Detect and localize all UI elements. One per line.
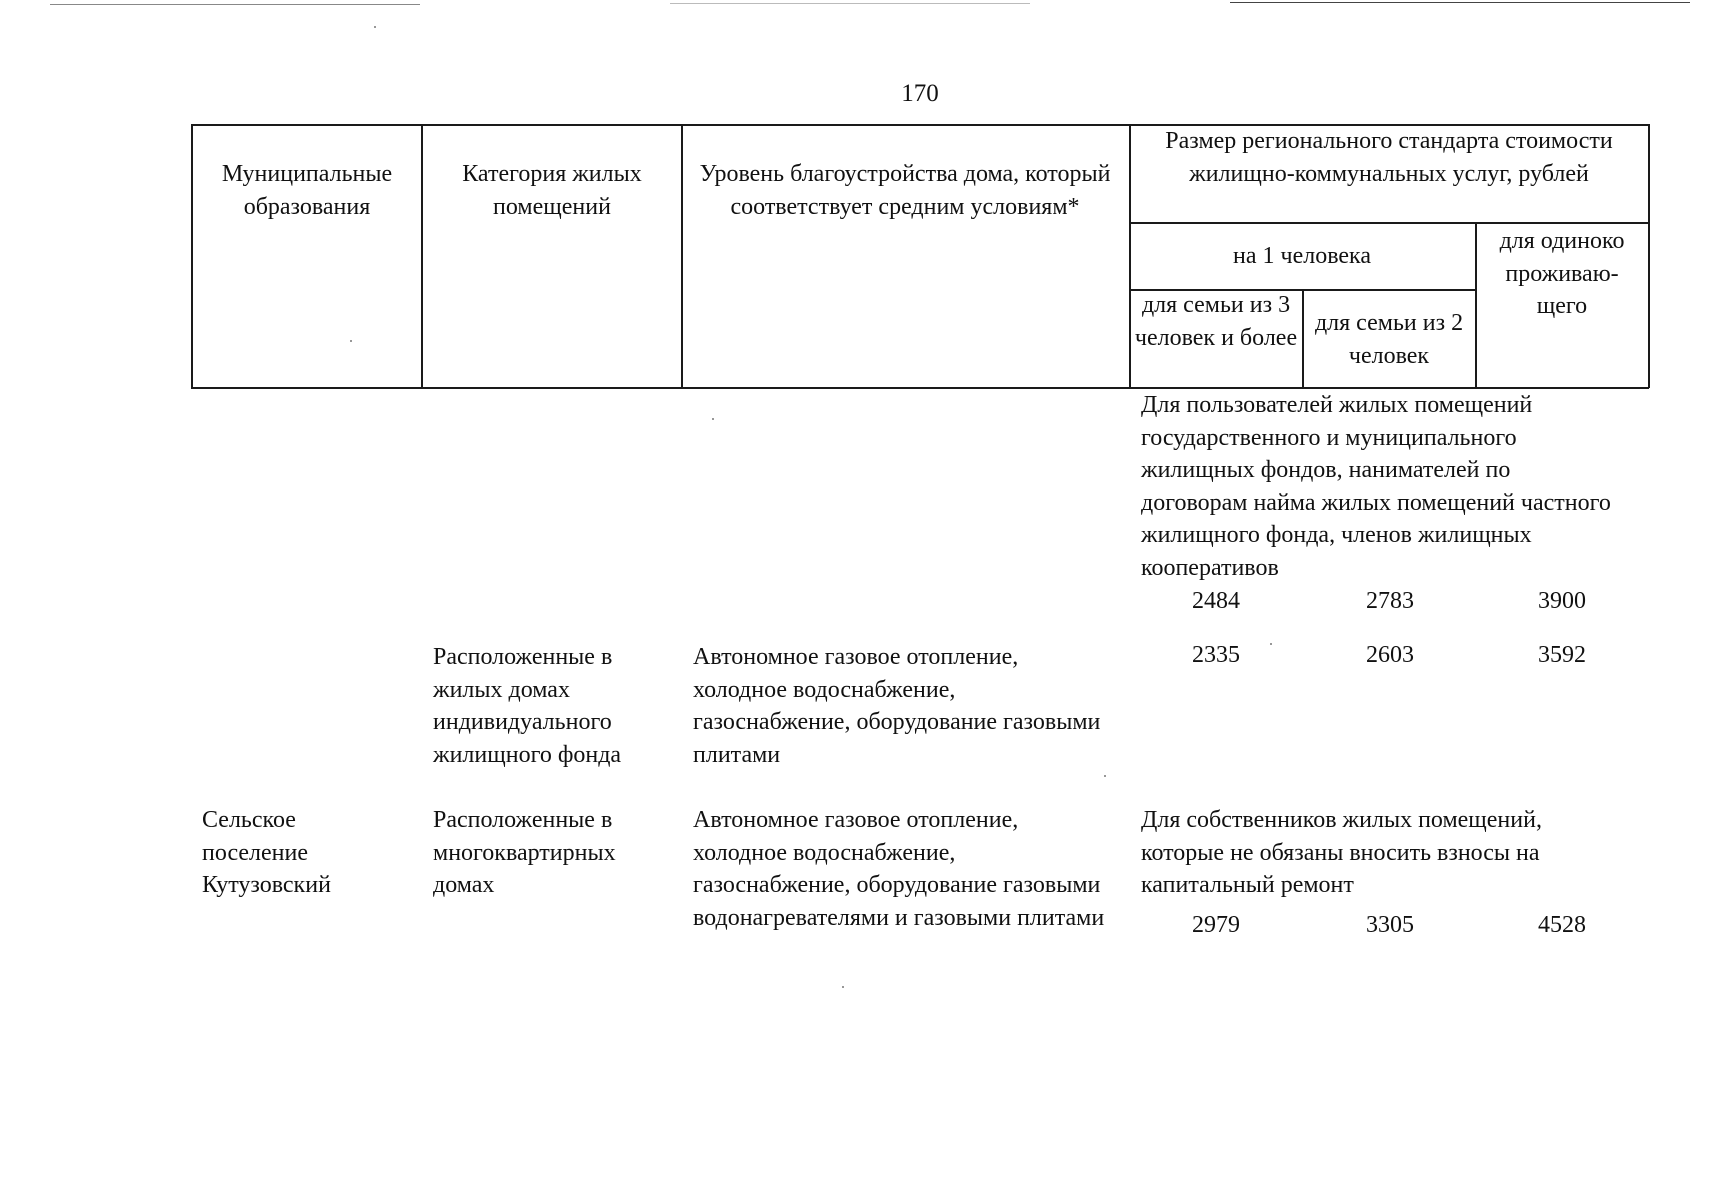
row-individual-value-single: 3592 (1538, 642, 1586, 668)
row-kutuzovsky-municipality: Сельское поселение Кутузовский (202, 807, 331, 898)
header-level: Уровень благоустройства дома, который соответствует средним условиям* (699, 161, 1111, 220)
block1-value-family3: 2484 (1192, 588, 1240, 614)
scan-speck (1104, 775, 1106, 777)
subheader-divider (1129, 222, 1649, 224)
block1-note: Для пользователей жилых помещений государственного и муниципального жилищных фондов, нанимателей по договорам найма жилых помещений частного жилищного фонда, членов жилищных кооперативов (1141, 392, 1611, 581)
scan-speck (1270, 643, 1272, 645)
row-individual-value-family2: 2603 (1366, 642, 1414, 668)
block1-value-single: 3900 (1538, 588, 1586, 614)
row-individual-value-family3: 2335 (1192, 642, 1240, 668)
header-per-person: на 1 человека (1233, 243, 1371, 269)
row-kutuzovsky-value-single: 4528 (1538, 912, 1586, 938)
scan-artifact-line (670, 3, 1030, 4)
column-divider (681, 124, 683, 388)
scan-artifact-line (50, 4, 420, 5)
row-kutuzovsky-level: Автономное газовое отопление, холодное водоснабжение, газоснабжение, оборудование газовыми водонагревателями и газовыми плитами (693, 807, 1105, 931)
header-municipality: Муниципальные образования (221, 161, 393, 220)
scan-artifact-line (1230, 2, 1690, 3)
header-family-3: для семьи из 3 человек и более (1134, 292, 1298, 351)
table-border-right (1648, 124, 1650, 388)
column-divider (421, 124, 423, 388)
header-single: для одиноко проживаю-щего (1499, 228, 1625, 319)
header-category: Категория жилых помещений (462, 161, 642, 220)
page-number: 170 (901, 80, 939, 107)
row-individual-level: Автономное газовое отопление, холодное водоснабжение, газоснабжение, оборудование газовыми плитами (693, 644, 1101, 768)
row-kutuzovsky-category: Расположенные в многоквартирных домах (433, 807, 616, 898)
column-divider (1475, 222, 1477, 388)
scan-speck (350, 340, 352, 342)
block1-value-family2: 2783 (1366, 588, 1414, 614)
row-kutuzovsky-note: Для собственников жилых помещений, которые не обязаны вносить взносы на капитальный ремонт (1141, 807, 1542, 898)
column-divider (1129, 124, 1131, 388)
header-family-2: для семьи из 2 человек (1314, 310, 1464, 369)
row-kutuzovsky-value-family2: 3305 (1366, 912, 1414, 938)
scan-speck (712, 418, 714, 420)
table-border-left (191, 124, 193, 388)
scan-speck (842, 986, 844, 988)
row-kutuzovsky-value-family3: 2979 (1192, 912, 1240, 938)
scan-speck (374, 26, 376, 28)
row-individual-category: Расположенные в жилых домах индивидуального жилищного фонда (433, 644, 622, 768)
column-divider (1302, 289, 1304, 388)
header-standard: Размер регионального стандарта стоимости жилищно-коммунальных услуг, рублей (1165, 128, 1613, 187)
